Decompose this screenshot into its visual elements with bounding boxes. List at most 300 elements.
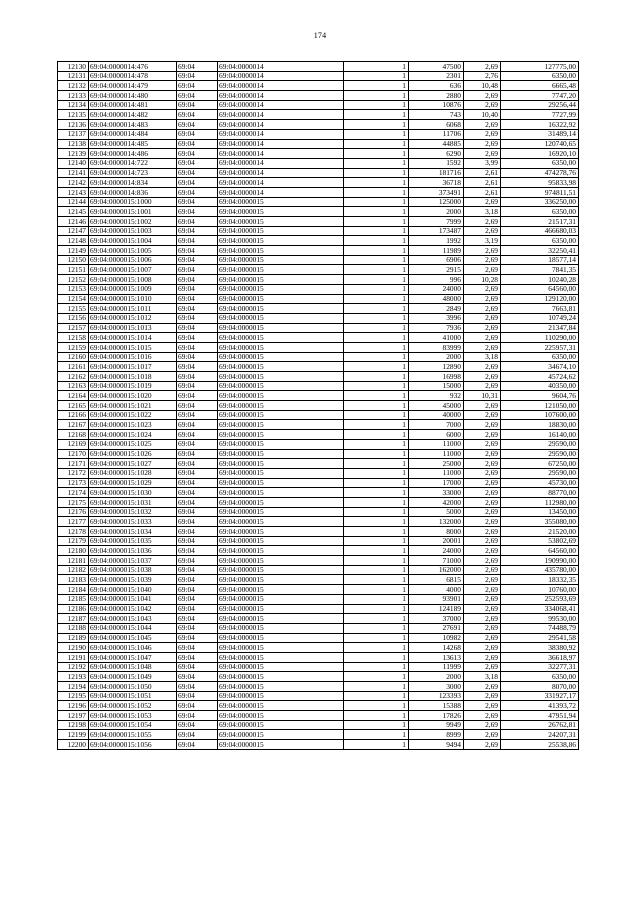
cadastral-number-cell: 69:04:0000014:486 [89,149,177,159]
cadastral-value-cell: 6350,00 [501,672,579,682]
count-value-cell: 1 [344,623,409,633]
count-value-cell: 1 [344,284,409,294]
area-value-cell: 4000 [409,585,464,595]
row-number-cell: 12189 [58,633,89,643]
specific-value-cell: 2,69 [464,468,501,478]
cadastral-quarter-cell: 69:04:0000015 [218,546,344,556]
district-code-cell: 69:04 [177,468,218,478]
row-number-cell: 12154 [58,294,89,304]
cadastral-number-cell: 69:04:0000015:1051 [89,691,177,701]
district-code-cell: 69:04 [177,313,218,323]
row-number-cell: 12164 [58,391,89,401]
table-row [58,294,579,304]
row-number-cell: 12132 [58,81,89,91]
district-code-cell: 69:04 [177,236,218,246]
area-value-cell: 17000 [409,478,464,488]
area-value-cell: 1592 [409,158,464,168]
count-value-cell: 1 [344,662,409,672]
row-number-cell: 12173 [58,478,89,488]
cadastral-number-cell: 69:04:0000015:1055 [89,730,177,740]
cadastral-number-cell: 69:04:0000015:1028 [89,468,177,478]
cadastral-quarter-cell: 69:04:0000015 [218,236,344,246]
cadastral-quarter-cell: 69:04:0000014 [218,139,344,149]
specific-value-cell: 2,69 [464,459,501,469]
table-row [58,468,579,478]
area-value-cell: 7999 [409,217,464,227]
cadastral-value-cell: 21517,31 [501,217,579,227]
cadastral-number-cell: 69:04:0000015:1015 [89,342,177,352]
district-code-cell: 69:04 [177,575,218,585]
cadastral-number-cell: 69:04:0000015:1045 [89,633,177,643]
count-value-cell: 1 [344,187,409,197]
row-number-cell: 12153 [58,284,89,294]
table-row [58,643,579,653]
specific-value-cell: 2,69 [464,565,501,575]
specific-value-cell: 2,69 [464,720,501,730]
area-value-cell: 636 [409,81,464,91]
district-code-cell: 69:04 [177,226,218,236]
count-value-cell: 1 [344,304,409,314]
cadastral-number-cell: 69:04:0000015:1007 [89,265,177,275]
district-code-cell: 69:04 [177,352,218,362]
cadastral-value-cell: 331927,17 [501,691,579,701]
cadastral-number-cell: 69:04:0000015:1035 [89,536,177,546]
cadastral-quarter-cell: 69:04:0000015 [218,410,344,420]
count-value-cell: 1 [344,149,409,159]
count-value-cell: 1 [344,594,409,604]
cadastral-number-cell: 69:04:0000015:1037 [89,556,177,566]
area-value-cell: 6906 [409,255,464,265]
cadastral-quarter-cell: 69:04:0000015 [218,313,344,323]
cadastral-value-cell: 10240,28 [501,275,579,285]
cadastral-value-cell: 334068,41 [501,604,579,614]
area-value-cell: 11999 [409,662,464,672]
row-number-cell: 12178 [58,527,89,537]
district-code-cell: 69:04 [177,730,218,740]
cadastral-value-cell: 435780,00 [501,565,579,575]
table-row [58,536,579,546]
cadastral-value-cell: 24207,31 [501,730,579,740]
district-code-cell: 69:04 [177,207,218,217]
district-code-cell: 69:04 [177,740,218,750]
specific-value-cell: 2,69 [464,246,501,256]
cadastral-quarter-cell: 69:04:0000015 [218,226,344,236]
row-number-cell: 12165 [58,401,89,411]
row-number-cell: 12182 [58,565,89,575]
cadastral-quarter-cell: 69:04:0000014 [218,187,344,197]
cadastral-value-cell: 13450,00 [501,507,579,517]
district-code-cell: 69:04 [177,633,218,643]
cadastral-quarter-cell: 69:04:0000015 [218,197,344,207]
cadastral-quarter-cell: 69:04:0000015 [218,478,344,488]
table-row [58,313,579,323]
cadastral-value-table [57,61,579,750]
cadastral-value-cell: 64560,00 [501,284,579,294]
row-number-cell: 12187 [58,614,89,624]
row-number-cell: 12156 [58,313,89,323]
specific-value-cell: 3,99 [464,158,501,168]
cadastral-number-cell: 69:04:0000015:1011 [89,304,177,314]
cadastral-quarter-cell: 69:04:0000014 [218,120,344,130]
area-value-cell: 93901 [409,594,464,604]
specific-value-cell: 2,61 [464,178,501,188]
cadastral-number-cell: 69:04:0000015:1047 [89,652,177,662]
specific-value-cell: 2,69 [464,430,501,440]
cadastral-number-cell: 69:04:0000015:1048 [89,662,177,672]
area-value-cell: 6290 [409,149,464,159]
cadastral-number-cell: 69:04:0000014:478 [89,71,177,81]
specific-value-cell: 2,69 [464,323,501,333]
count-value-cell: 1 [344,565,409,575]
district-code-cell: 69:04 [177,391,218,401]
cadastral-number-cell: 69:04:0000015:1001 [89,207,177,217]
area-value-cell: 3000 [409,682,464,692]
district-code-cell: 69:04 [177,265,218,275]
row-number-cell: 12191 [58,652,89,662]
cadastral-quarter-cell: 69:04:0000015 [218,691,344,701]
specific-value-cell: 2,69 [464,62,501,72]
row-number-cell: 12148 [58,236,89,246]
cadastral-value-cell: 9604,76 [501,391,579,401]
cadastral-number-cell: 69:04:0000014:481 [89,100,177,110]
specific-value-cell: 2,61 [464,187,501,197]
cadastral-value-cell: 29590,00 [501,468,579,478]
table-row [58,246,579,256]
specific-value-cell: 2,69 [464,197,501,207]
district-code-cell: 69:04 [177,294,218,304]
district-code-cell: 69:04 [177,129,218,139]
cadastral-quarter-cell: 69:04:0000015 [218,614,344,624]
count-value-cell: 1 [344,420,409,430]
cadastral-quarter-cell: 69:04:0000015 [218,430,344,440]
cadastral-quarter-cell: 69:04:0000014 [218,178,344,188]
district-code-cell: 69:04 [177,139,218,149]
count-value-cell: 1 [344,207,409,217]
cadastral-value-cell: 29590,00 [501,449,579,459]
cadastral-number-cell: 69:04:0000014:485 [89,139,177,149]
count-value-cell: 1 [344,401,409,411]
cadastral-number-cell: 69:04:0000015:1003 [89,226,177,236]
specific-value-cell: 2,69 [464,410,501,420]
cadastral-quarter-cell: 69:04:0000015 [218,284,344,294]
area-value-cell: 13613 [409,652,464,662]
row-number-cell: 12161 [58,362,89,372]
cadastral-quarter-cell: 69:04:0000015 [218,449,344,459]
area-value-cell: 11000 [409,439,464,449]
cadastral-number-cell: 69:04:0000015:1023 [89,420,177,430]
row-number-cell: 12199 [58,730,89,740]
count-value-cell: 1 [344,333,409,343]
cadastral-value-cell: 129120,00 [501,294,579,304]
cadastral-value-cell: 112980,00 [501,497,579,507]
table-row [58,633,579,643]
specific-value-cell: 2,69 [464,536,501,546]
district-code-cell: 69:04 [177,711,218,721]
specific-value-cell: 2,69 [464,149,501,159]
area-value-cell: 181716 [409,168,464,178]
district-code-cell: 69:04 [177,372,218,382]
cadastral-number-cell: 69:04:0000015:1040 [89,585,177,595]
cadastral-number-cell: 69:04:0000014:482 [89,110,177,120]
district-code-cell: 69:04 [177,517,218,527]
area-value-cell: 15000 [409,381,464,391]
district-code-cell: 69:04 [177,91,218,101]
area-value-cell: 2000 [409,352,464,362]
table-row [58,711,579,721]
area-value-cell: 373491 [409,187,464,197]
district-code-cell: 69:04 [177,323,218,333]
count-value-cell: 1 [344,342,409,352]
cadastral-quarter-cell: 69:04:0000015 [218,730,344,740]
table-row [58,497,579,507]
row-number-cell: 12188 [58,623,89,633]
count-value-cell: 1 [344,459,409,469]
specific-value-cell: 2,61 [464,168,501,178]
count-value-cell: 1 [344,604,409,614]
count-value-cell: 1 [344,517,409,527]
area-value-cell: 10876 [409,100,464,110]
area-value-cell: 125000 [409,197,464,207]
specific-value-cell: 2,69 [464,91,501,101]
count-value-cell: 1 [344,313,409,323]
district-code-cell: 69:04 [177,507,218,517]
count-value-cell: 1 [344,740,409,750]
cadastral-value-cell: 6350,00 [501,207,579,217]
cadastral-value-cell: 36618,97 [501,652,579,662]
area-value-cell: 17826 [409,711,464,721]
table-row [58,284,579,294]
table-row [58,430,579,440]
table-row [58,304,579,314]
row-number-cell: 12150 [58,255,89,265]
cadastral-number-cell: 69:04:0000015:1016 [89,352,177,362]
cadastral-value-cell: 18830,00 [501,420,579,430]
cadastral-quarter-cell: 69:04:0000014 [218,168,344,178]
row-number-cell: 12134 [58,100,89,110]
specific-value-cell: 2,69 [464,740,501,750]
specific-value-cell: 2,69 [464,594,501,604]
row-number-cell: 12146 [58,217,89,227]
district-code-cell: 69:04 [177,275,218,285]
specific-value-cell: 2,69 [464,517,501,527]
area-value-cell: 123393 [409,691,464,701]
table-row [58,100,579,110]
count-value-cell: 1 [344,633,409,643]
cadastral-number-cell: 69:04:0000015:1043 [89,614,177,624]
specific-value-cell: 2,69 [464,585,501,595]
row-number-cell: 12141 [58,168,89,178]
specific-value-cell: 2,69 [464,488,501,498]
table-row [58,158,579,168]
district-code-cell: 69:04 [177,246,218,256]
table-row [58,594,579,604]
table-row [58,207,579,217]
specific-value-cell: 2,69 [464,313,501,323]
specific-value-cell: 2,69 [464,304,501,314]
cadastral-quarter-cell: 69:04:0000015 [218,439,344,449]
district-code-cell: 69:04 [177,594,218,604]
area-value-cell: 11706 [409,129,464,139]
row-number-cell: 12194 [58,682,89,692]
cadastral-quarter-cell: 69:04:0000015 [218,304,344,314]
specific-value-cell: 2,69 [464,497,501,507]
cadastral-value-cell: 88770,00 [501,488,579,498]
district-code-cell: 69:04 [177,614,218,624]
cadastral-quarter-cell: 69:04:0000015 [218,497,344,507]
count-value-cell: 1 [344,217,409,227]
count-value-cell: 1 [344,614,409,624]
row-number-cell: 12190 [58,643,89,653]
district-code-cell: 69:04 [177,691,218,701]
cadastral-value-cell: 7663,81 [501,304,579,314]
specific-value-cell: 2,69 [464,604,501,614]
table-row [58,565,579,575]
district-code-cell: 69:04 [177,158,218,168]
area-value-cell: 8000 [409,527,464,537]
area-value-cell: 11000 [409,468,464,478]
cadastral-number-cell: 69:04:0000015:1004 [89,236,177,246]
area-value-cell: 124189 [409,604,464,614]
cadastral-value-cell: 95833,98 [501,178,579,188]
area-value-cell: 996 [409,275,464,285]
table-row [58,439,579,449]
table-row [58,265,579,275]
table-row [58,720,579,730]
district-code-cell: 69:04 [177,701,218,711]
cadastral-number-cell: 69:04:0000015:1017 [89,362,177,372]
table-row [58,740,579,750]
row-number-cell: 12152 [58,275,89,285]
specific-value-cell: 2,69 [464,265,501,275]
area-value-cell: 2880 [409,91,464,101]
cadastral-number-cell: 69:04:0000015:1022 [89,410,177,420]
count-value-cell: 1 [344,575,409,585]
table-row [58,342,579,352]
specific-value-cell: 2,76 [464,71,501,81]
area-value-cell: 71000 [409,556,464,566]
row-number-cell: 12170 [58,449,89,459]
count-value-cell: 1 [344,381,409,391]
row-number-cell: 12147 [58,226,89,236]
area-value-cell: 6000 [409,430,464,440]
district-code-cell: 69:04 [177,120,218,130]
cadastral-value-cell: 18577,14 [501,255,579,265]
cadastral-value-cell: 10749,24 [501,313,579,323]
cadastral-number-cell: 69:04:0000015:1036 [89,546,177,556]
district-code-cell: 69:04 [177,110,218,120]
count-value-cell: 1 [344,139,409,149]
cadastral-value-cell: 32250,41 [501,246,579,256]
cadastral-value-cell: 21347,84 [501,323,579,333]
table-row [58,372,579,382]
cadastral-quarter-cell: 69:04:0000015 [218,342,344,352]
table-row [58,575,579,585]
row-number-cell: 12179 [58,536,89,546]
count-value-cell: 1 [344,71,409,81]
cadastral-value-cell: 38380,92 [501,643,579,653]
row-number-cell: 12184 [58,585,89,595]
cadastral-number-cell: 69:04:0000015:1005 [89,246,177,256]
district-code-cell: 69:04 [177,197,218,207]
row-number-cell: 12166 [58,410,89,420]
row-number-cell: 12168 [58,430,89,440]
cadastral-quarter-cell: 69:04:0000015 [218,488,344,498]
table-row [58,730,579,740]
cadastral-quarter-cell: 69:04:0000015 [218,711,344,721]
cadastral-quarter-cell: 69:04:0000015 [218,527,344,537]
district-code-cell: 69:04 [177,81,218,91]
count-value-cell: 1 [344,536,409,546]
row-number-cell: 12195 [58,691,89,701]
cadastral-quarter-cell: 69:04:0000015 [218,246,344,256]
row-number-cell: 12158 [58,333,89,343]
cadastral-value-cell: 21520,00 [501,527,579,537]
specific-value-cell: 2,69 [464,711,501,721]
cadastral-quarter-cell: 69:04:0000014 [218,71,344,81]
count-value-cell: 1 [344,410,409,420]
cadastral-quarter-cell: 69:04:0000015 [218,362,344,372]
cadastral-value-cell: 26762,81 [501,720,579,730]
table-row [58,178,579,188]
table-row [58,187,579,197]
area-value-cell: 42000 [409,497,464,507]
table-row [58,275,579,285]
cadastral-value-cell: 41393,72 [501,701,579,711]
cadastral-number-cell: 69:04:0000014:723 [89,168,177,178]
cadastral-quarter-cell: 69:04:0000014 [218,129,344,139]
cadastral-value-cell: 25538,86 [501,740,579,750]
cadastral-quarter-cell: 69:04:0000015 [218,633,344,643]
row-number-cell: 12175 [58,497,89,507]
cadastral-number-cell: 69:04:0000015:1014 [89,333,177,343]
area-value-cell: 24000 [409,546,464,556]
row-number-cell: 12137 [58,129,89,139]
table-row [58,410,579,420]
cadastral-number-cell: 69:04:0000014:479 [89,81,177,91]
cadastral-quarter-cell: 69:04:0000015 [218,594,344,604]
specific-value-cell: 2,69 [464,100,501,110]
cadastral-number-cell: 69:04:0000015:1033 [89,517,177,527]
count-value-cell: 1 [344,682,409,692]
cadastral-quarter-cell: 69:04:0000015 [218,720,344,730]
row-number-cell: 12183 [58,575,89,585]
district-code-cell: 69:04 [177,362,218,372]
specific-value-cell: 3,18 [464,352,501,362]
count-value-cell: 1 [344,430,409,440]
row-number-cell: 12135 [58,110,89,120]
cadastral-quarter-cell: 69:04:0000015 [218,391,344,401]
district-code-cell: 69:04 [177,623,218,633]
district-code-cell: 69:04 [177,682,218,692]
table-row [58,110,579,120]
cadastral-quarter-cell: 69:04:0000015 [218,381,344,391]
table-row [58,585,579,595]
district-code-cell: 69:04 [177,149,218,159]
row-number-cell: 12142 [58,178,89,188]
specific-value-cell: 2,69 [464,255,501,265]
page-number: 174 [313,31,327,40]
cadastral-quarter-cell: 69:04:0000015 [218,604,344,614]
area-value-cell: 5000 [409,507,464,517]
area-value-cell: 6815 [409,575,464,585]
cadastral-number-cell: 69:04:0000015:1027 [89,459,177,469]
district-code-cell: 69:04 [177,255,218,265]
row-number-cell: 12198 [58,720,89,730]
table-row [58,527,579,537]
table-row [58,401,579,411]
specific-value-cell: 2,69 [464,372,501,382]
district-code-cell: 69:04 [177,672,218,682]
